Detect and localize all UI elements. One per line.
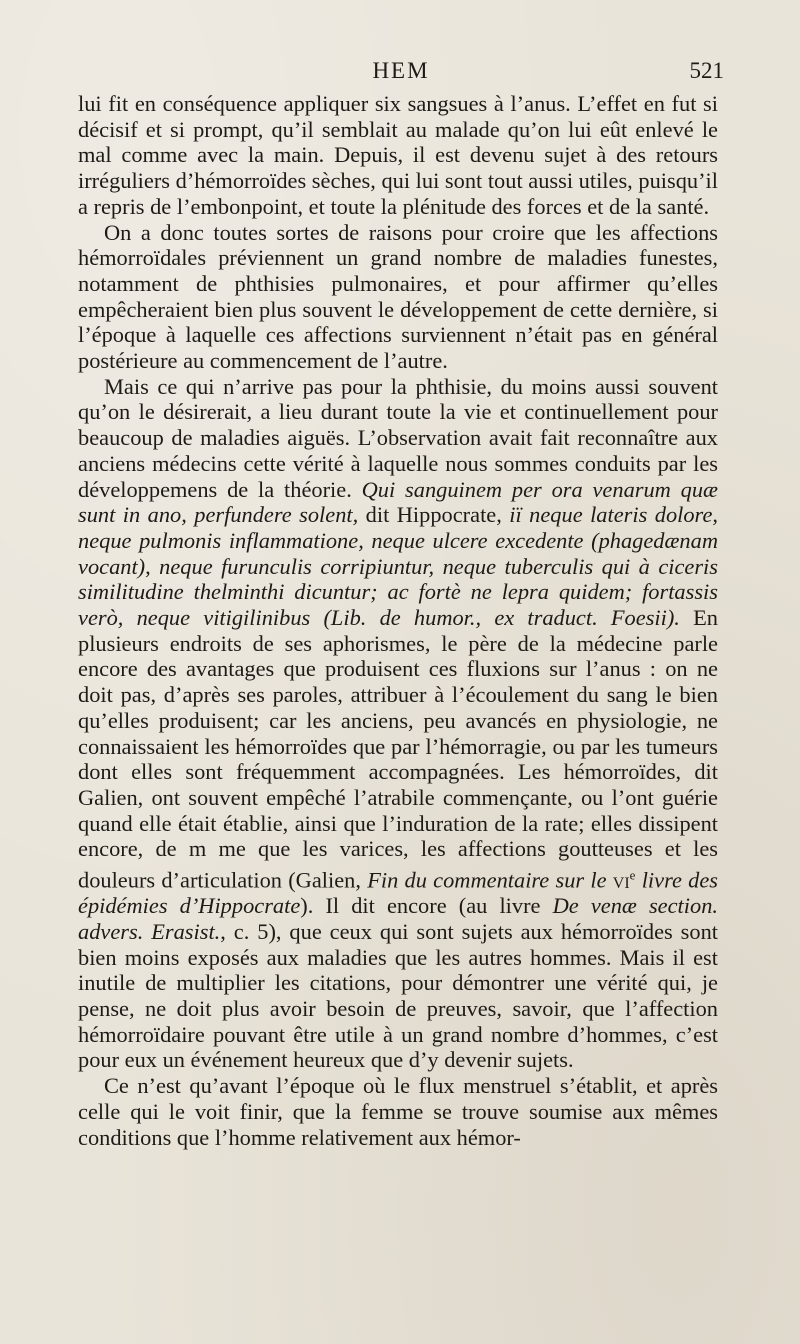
citation-numeral [613, 868, 636, 893]
paragraph-4: Ce n’est qu’avant l’époque où le flux menstruel s’établit, et après celle qui le voit finir, que la femme se trouve soumise aux mêmes conditions que l’homme relativement aux hémor- [78, 1073, 718, 1150]
latin-quote-1: Qui sanguinem per ora venarum quæ sunt in ano, perfundere solent, [78, 476, 718, 528]
page-number: 521 [689, 58, 724, 83]
paragraph-1: lui fit en conséquence appliquer six sangsues à l’anus. L’effet en fut si décisif et si prompt, qu’il semblait au malade qu’on lui eût enlevé le mal comme avec la main. Depuis, il est devenu sujet à des retours irréguliers d’hémorroïdes sèches, qui lui sont tout aussi utiles, puisqu’il a repris de l’embonpoint, et toute la plénitude des forces et de la santé. [78, 91, 718, 219]
attribution-text: dit Hippocrate, [365, 502, 502, 528]
citation-title-galien: De venæ section. advers. Erasist. [78, 893, 718, 944]
paragraph-3-ending: , c. 5), que ceux qui sont sujets aux hémorroïdes sont bien moins exposés aux maladies que les autres hommes. Mais il est inutile de multiplier les citations, pour démontrer une vérité qui, je pense, ne doit plus avoir besoin de preuves, savoir, que l’affection hémorroïdaire pouvant être utile à un grand nombre d’hommes, c’est pour eux un événement heureux que d’y devenir sujets. [78, 918, 719, 1073]
citation-close-text: ). Il dit encore (au livre [300, 893, 541, 919]
latin-quote-2: iï neque lateris dolore, neque pulmonis inflammatione, neque ulcere excedente (phagedænam vocant), neque furunculis corripiuntur, neque tuberculis qui à ciceris similitudine thelminthi dicuntur; ac fortè ne lepra quidem; fortassis verò, neque vitigilinibus (Lib. de humor., ex traduct. Foesii). [78, 502, 718, 631]
body-text [78, 91, 718, 1150]
running-head: HEM [372, 58, 430, 83]
citation-superscript: e [629, 867, 636, 883]
citation-title-part-2: livre des épidémies d’Hippocrate [78, 867, 718, 919]
paragraph-3-text: Mais ce qui n’arrive pas pour la phthisie, du moins aussi souvent qu’on le désirerait, a lieu durant toute la vie et continuellement pour beaucoup de maladies aiguës. L’observation avait fait reconnaître aux anciens médecins cette vérité à laquelle nous sommes conduits par les développemens de la théorie. [78, 373, 718, 502]
paragraph-3-continuation: En plusieurs endroits de ses aphorismes, le père de la médecine parle encore des avantages que produisent ces fluxions sur l’anus : on ne doit pas, d’après ses paroles, attribuer à l’écoulement du sang le bien qu’elles produisent; car les anciens, peu avancés en physiologie, ne connaissaient les hémorroïdes que par l’hémorragie, ou par les tumeurs dont elles sont fréquemment accompagnées. Les hémorroïdes, dit Galien, ont souvent empêché l’atrabile commençante, ou l’ont guérie quand elle était établie, ainsi que l’induration de la rate; elles dissipent encore, de m me que les varices, les affections goutteuses et les douleurs d’articulation (Galien, [78, 605, 718, 893]
paragraph-3 [78, 374, 718, 1073]
citation-title-part-1: Fin du commentaire sur le [367, 867, 607, 893]
paragraph-2: On a donc toutes sortes de raisons pour croire que les affections hémorroïdales préviennent un grand nombre de maladies funestes, notamment de phthisies pulmonaires, et pour affirmer qu’elles empêcheraient bien plus souvent le développement de cette dernière, si l’époque à laquelle ces affections surviennent n’était pas en général postérieure au commencement de l’autre. [78, 219, 718, 374]
page-header [78, 54, 724, 88]
citation-roman: vi [612, 867, 630, 893]
